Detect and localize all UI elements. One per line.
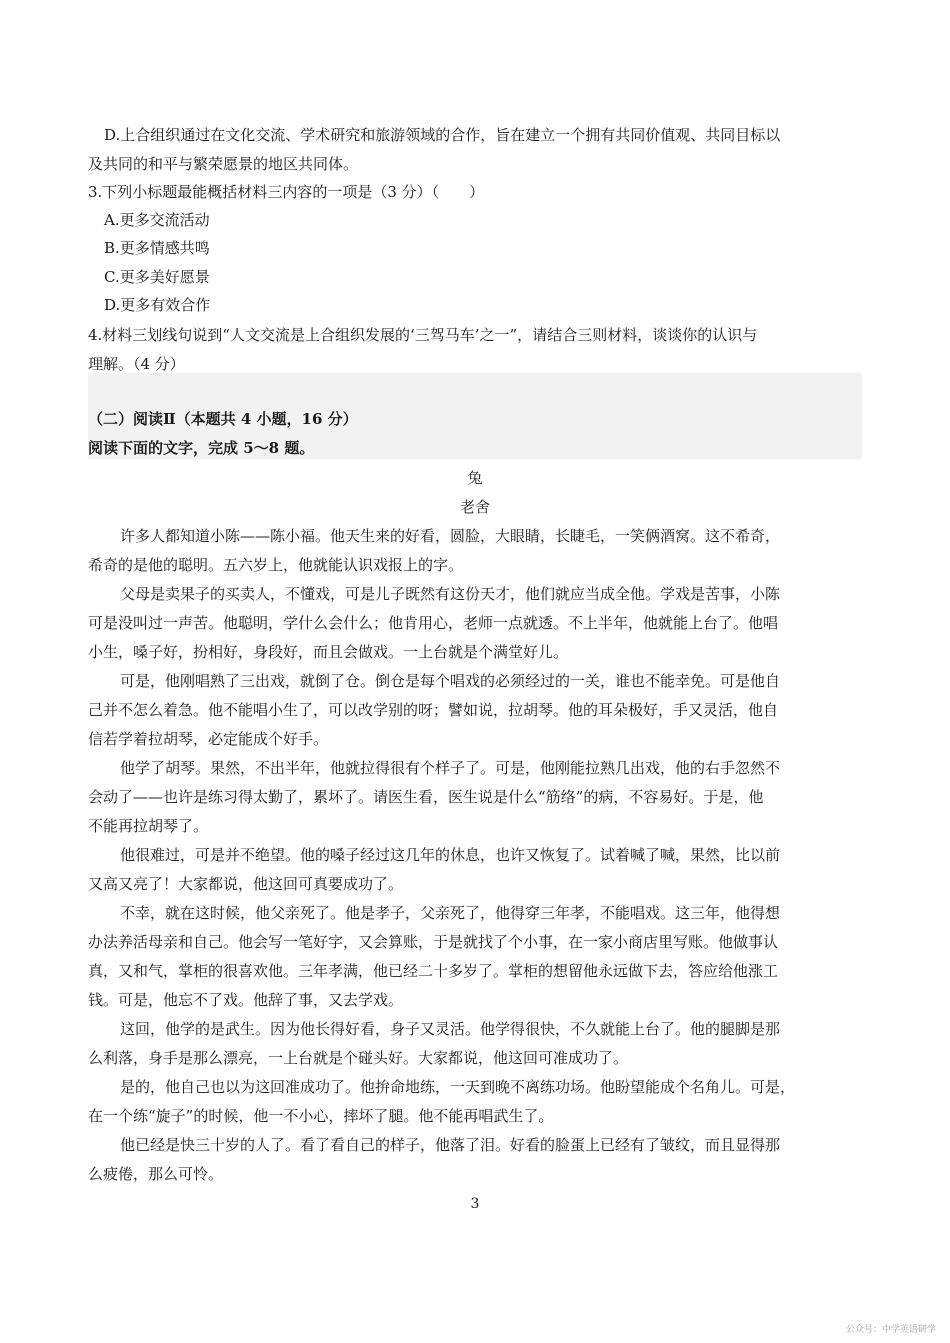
q3-option-c: C.更多美好愿景 xyxy=(104,268,210,286)
story-paragraph-4-line: 不能再拉胡琴了。 xyxy=(88,817,209,835)
story-paragraph-2-line: 父母是卖果子的买卖人，不懂戏，可是儿子既然有这份天才，他们就应当成全他。学戏是苦事，小陈 xyxy=(120,585,781,603)
story-paragraph-2-line: 可是没叫过一声苦。他聪明，学什么会什么；他肯用心，老师一点就透。不上半年，他就能上台了。他唱 xyxy=(88,614,779,632)
story-paragraph-4-line: 会动了——也许是练习得太勤了，累坏了。请医生看，医生说是什么“筋络”的病，不容易好。于是，他 xyxy=(88,788,764,806)
story-paragraph-7-line: 这回，他学的是武生。因为他长得好看，身子又灵活。他学得很快，不久就能上台了。他的腿脚是那 xyxy=(120,1020,781,1038)
page-number: 3 xyxy=(470,1196,480,1212)
watermark: 公众号：中学英语研学 xyxy=(845,1325,936,1335)
story-paragraph-2-line: 小生，嗓子好，扮相好，身段好，而且会做戏。一上台就是个满堂好儿。 xyxy=(88,643,569,661)
story-paragraph-3-line: 信若学着拉胡琴，必定能成个好手。 xyxy=(88,730,329,748)
story-paragraph-3-line: 可是，他刚唱熟了三出戏，就倒了仓。倒仓是每个唱戏的必须经过的一关，谁也不能幸免。可是他自 xyxy=(120,672,781,690)
story-title: 兔 xyxy=(467,469,483,487)
q2-option-d-line2: 及共同的和平与繁荣愿景的地区共同体。 xyxy=(88,155,359,173)
story-paragraph-7-line: 么利落，身手是那么漂亮，一上台就是个碰头好。大家都说，他这回可准成功了。 xyxy=(88,1049,629,1067)
story-paragraph-1-line: 许多人都知道小陈——陈小福。他天生来的好看，圆脸，大眼睛，长睫毛，一笑俩酒窝。这不希奇， xyxy=(120,527,781,545)
story-paragraph-1-line: 希奇的是他的聪明。五六岁上，他就能认识戏报上的字。 xyxy=(88,556,464,574)
q3-option-a: A.更多交流活动 xyxy=(104,211,210,229)
q3-option-b: B.更多情感共鸣 xyxy=(104,239,210,257)
story-paragraph-9-line: 么疲倦，那么可怜。 xyxy=(88,1165,224,1183)
section-instruction: 阅读下面的文字，完成 5～8 题。 xyxy=(88,439,315,457)
story-paragraph-3-line: 己并不怎么着急。他不能唱小生了，可以改学别的呀；譬如说，拉胡琴。他的耳朵极好，手又灵活，他自 xyxy=(88,701,779,719)
q3-stem: 3.下列小标题最能概括材料三内容的一项是（3 分）（ ） xyxy=(88,183,485,201)
story-paragraph-4-line: 他学了胡琴。果然，不出半年，他就拉得很有个样子了。可是，他刚能拉熟几出戏，他的右手忽然不 xyxy=(120,759,781,777)
story-paragraph-9-line: 他已经是快三十岁的人了。看了看自己的样子，他落了泪。好看的脸蛋上已经有了皱纹，而且显得那 xyxy=(120,1136,781,1154)
q3-option-d: D.更多有效合作 xyxy=(104,296,211,314)
q4-line1: 4.材料三划线句说到“人文交流是上合组织发展的‘三驾马车’之一”，请结合三则材料，谈谈你的认识与 xyxy=(88,326,758,344)
q2-option-d-line1: D.上合组织通过在文化交流、学术研究和旅游领域的合作，旨在建立一个拥有共同价值观、共同目标以 xyxy=(104,126,781,144)
q4-line2: 理解。（4 分） xyxy=(88,355,185,373)
story-paragraph-6-line: 办法养活母亲和自己。他会写一笔好字，又会算账，于是就找了个小事，在一家小商店里写账。他做事认 xyxy=(88,933,779,951)
story-paragraph-5-line: 又高又亮了！大家都说，他这回可真要成功了。 xyxy=(88,875,404,893)
story-paragraph-8-line: 是的，他自己也以为这回准成功了。他拚命地练，一天到晚不离练功场。他盼望能成个名角儿。可是， xyxy=(120,1078,796,1096)
story-paragraph-5-line: 他很难过，可是并不绝望。他的嗓子经过这几年的休息，也许又恢复了。试着喊了喊，果然，比以前 xyxy=(120,846,781,864)
story-paragraph-6-line: 不幸，就在这时候，他父亲死了。他是孝子，父亲死了，他得穿三年孝，不能唱戏。这三年，他得想 xyxy=(120,904,781,922)
story-paragraph-6-line: 钱。可是，他忘不了戏。他辞了事，又去学戏。 xyxy=(88,991,404,1009)
story-author: 老舍 xyxy=(459,498,490,516)
story-paragraph-6-line: 真，又和气，掌柜的很喜欢他。三年孝满，他已经二十多岁了。掌柜的想留他永远做下去，答应给他涨工 xyxy=(88,962,779,980)
section-heading: （二）阅读Ⅱ（本题共 4 小题，16 分） xyxy=(88,410,358,428)
story-paragraph-8-line: 在一个练“旋子”的时候，他一不小心，摔坏了腿。他不能再唱武生了。 xyxy=(88,1107,554,1125)
